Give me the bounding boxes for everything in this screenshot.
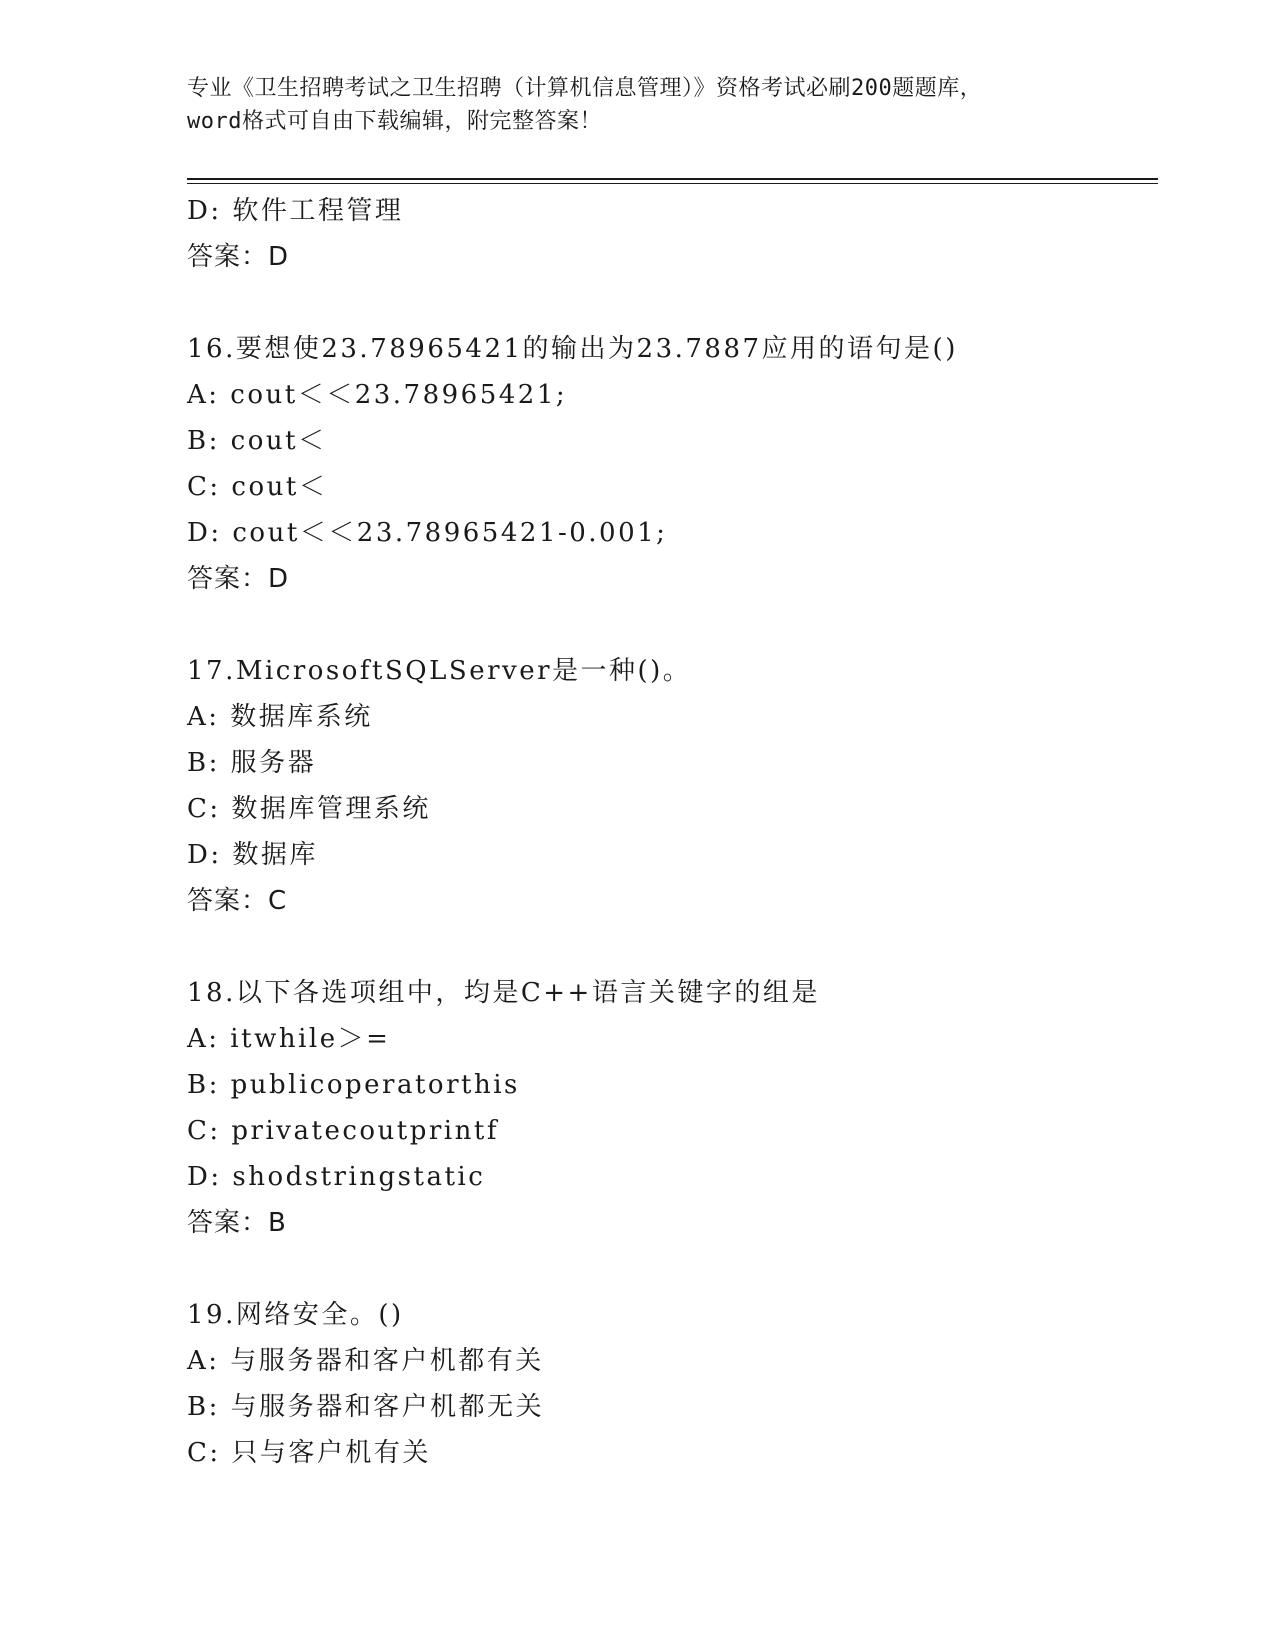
option-c: C: 数据库管理系统 bbox=[187, 794, 431, 824]
answer-line: 答案：C bbox=[187, 886, 288, 916]
question-block-17 bbox=[187, 648, 1158, 924]
header-line-1: 专业《卫生招聘考试之卫生招聘（计算机信息管理）》资格考试必刷200题题库， bbox=[187, 76, 983, 101]
question-stem: 16.要想使23.78965421的输出为23.7887应用的语句是() bbox=[187, 334, 958, 364]
question-stem: 18.以下各选项组中，均是C++语言关键字的组是 bbox=[187, 978, 820, 1008]
option-b: B: 服务器 bbox=[187, 748, 317, 778]
spacer bbox=[187, 602, 1158, 648]
answer-line: 答案：D bbox=[187, 564, 290, 594]
option-d: D: cout＜＜23.78965421-0.001; bbox=[187, 518, 668, 548]
header-divider-thin bbox=[187, 183, 1158, 184]
question-block-19 bbox=[187, 1292, 1158, 1476]
header-divider-thick bbox=[187, 178, 1158, 180]
option-d: D: shodstringstatic bbox=[187, 1162, 486, 1192]
answer-line: 答案：B bbox=[187, 1208, 287, 1238]
option-b: B: publicoperatorthis bbox=[187, 1070, 520, 1100]
option-c: C: cout＜ bbox=[187, 472, 328, 502]
option-b: B: 与服务器和客户机都无关 bbox=[187, 1392, 545, 1422]
option-a: A: 数据库系统 bbox=[187, 702, 373, 732]
option-c: C: 只与客户机有关 bbox=[187, 1438, 431, 1468]
question-list bbox=[187, 188, 1158, 1476]
header-line-2: word格式可自由下载编辑，附完整答案！ bbox=[187, 109, 602, 134]
spacer bbox=[187, 280, 1158, 326]
spacer bbox=[187, 924, 1158, 970]
option-d: D: 软件工程管理 bbox=[187, 196, 404, 226]
option-a: A: cout＜＜23.78965421; bbox=[187, 380, 568, 410]
question-stem: 17.MicrosoftSQLServer是一种()。 bbox=[187, 656, 692, 686]
option-c: C: privatecoutprintf bbox=[187, 1116, 499, 1146]
spacer bbox=[187, 1246, 1158, 1292]
option-d: D: 数据库 bbox=[187, 840, 318, 870]
answer-line: 答案：D bbox=[187, 242, 290, 272]
option-a: A: 与服务器和客户机都有关 bbox=[187, 1346, 544, 1376]
question-block-18 bbox=[187, 970, 1158, 1246]
option-a: A: itwhile＞= bbox=[187, 1024, 391, 1054]
question-stem: 19.网络安全。() bbox=[187, 1300, 404, 1330]
option-b: B: cout＜ bbox=[187, 426, 327, 456]
question-block-16 bbox=[187, 326, 1158, 602]
document-header bbox=[187, 72, 1087, 138]
question-block-15-tail bbox=[187, 188, 1158, 280]
